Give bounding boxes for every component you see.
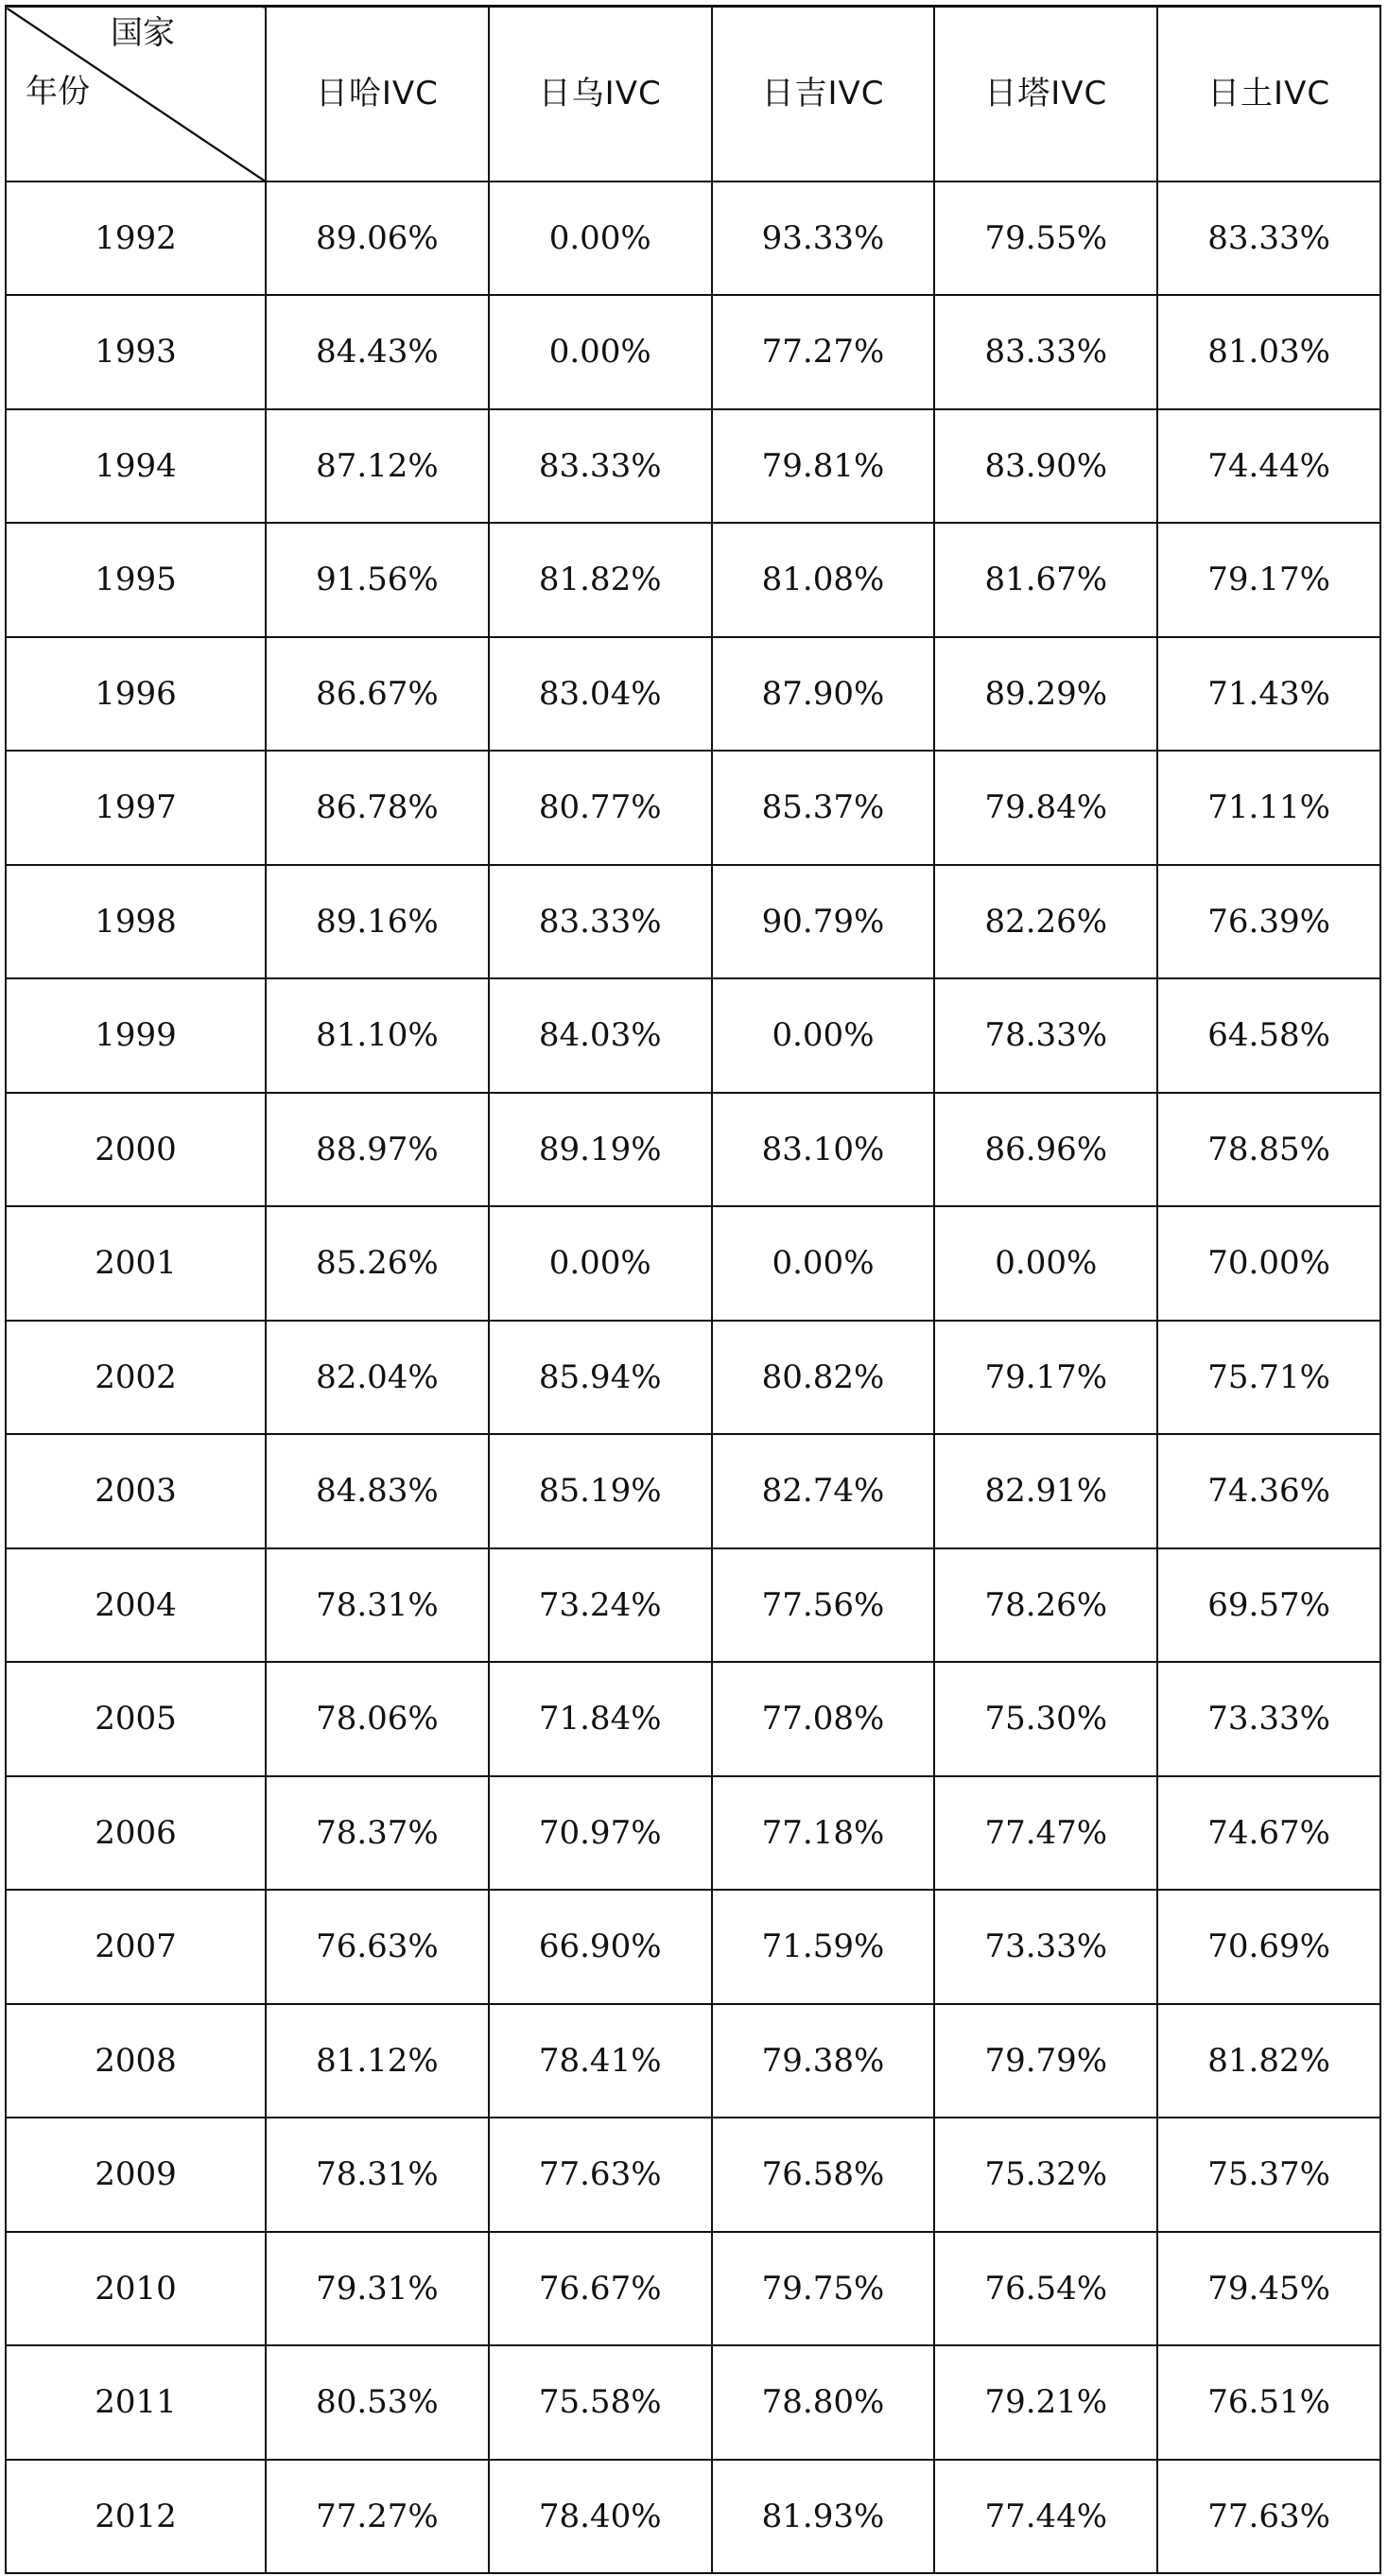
value-cell: 83.90% (934, 409, 1157, 524)
value-cell: 78.40% (489, 2460, 712, 2574)
year-cell: 1997 (6, 751, 266, 865)
value-cell: 78.41% (489, 2004, 712, 2118)
value-cell: 0.00% (489, 182, 712, 296)
table-row (6, 2118, 1380, 2232)
value-cell: 81.82% (1157, 2004, 1380, 2118)
value-cell: 71.43% (1157, 637, 1380, 752)
year-cell: 1996 (6, 637, 266, 752)
value-cell: 76.51% (1157, 2345, 1380, 2460)
value-cell: 70.97% (489, 1776, 712, 1891)
value-cell: 70.69% (1157, 1890, 1380, 2004)
value-cell: 82.91% (934, 1434, 1157, 1548)
ivc-table (5, 5, 1381, 2574)
value-cell: 77.44% (934, 2460, 1157, 2574)
table-header (6, 7, 1380, 182)
value-cell: 81.82% (489, 523, 712, 637)
year-cell: 1992 (6, 182, 266, 296)
value-cell: 76.39% (1157, 865, 1380, 979)
value-cell: 80.53% (266, 2345, 489, 2460)
corner-label-year: 年份 (26, 73, 90, 111)
value-cell: 90.79% (712, 865, 935, 979)
value-cell: 79.79% (934, 2004, 1157, 2118)
value-cell: 77.63% (489, 2118, 712, 2232)
value-cell: 79.31% (266, 2232, 489, 2346)
value-cell: 79.38% (712, 2004, 935, 2118)
value-cell: 77.27% (266, 2460, 489, 2574)
year-cell: 1993 (6, 295, 266, 409)
value-cell: 79.81% (712, 409, 935, 524)
value-cell: 0.00% (712, 1206, 935, 1321)
value-cell: 82.26% (934, 865, 1157, 979)
value-cell: 78.31% (266, 1548, 489, 1663)
value-cell: 83.33% (489, 409, 712, 524)
table-row (6, 1548, 1380, 1663)
value-cell: 0.00% (712, 978, 935, 1093)
value-cell: 85.19% (489, 1434, 712, 1548)
value-cell: 79.84% (934, 751, 1157, 865)
table-row (6, 1093, 1380, 1207)
value-cell: 83.33% (489, 865, 712, 979)
column-header: 日土IVC (1157, 7, 1380, 182)
value-cell: 93.33% (712, 182, 935, 296)
year-cell: 2009 (6, 2118, 266, 2232)
year-cell: 2012 (6, 2460, 266, 2574)
year-cell: 2003 (6, 1434, 266, 1548)
value-cell: 77.08% (712, 1662, 935, 1776)
value-cell: 70.00% (1157, 1206, 1380, 1321)
year-cell: 2000 (6, 1093, 266, 1207)
value-cell: 76.58% (712, 2118, 935, 2232)
value-cell: 80.77% (489, 751, 712, 865)
year-cell: 2006 (6, 1776, 266, 1891)
value-cell: 0.00% (934, 1206, 1157, 1321)
value-cell: 76.54% (934, 2232, 1157, 2346)
value-cell: 78.33% (934, 978, 1157, 1093)
column-header: 日乌IVC (489, 7, 712, 182)
year-cell: 2010 (6, 2232, 266, 2346)
value-cell: 89.16% (266, 865, 489, 979)
value-cell: 85.26% (266, 1206, 489, 1321)
value-cell: 75.32% (934, 2118, 1157, 2232)
value-cell: 83.04% (489, 637, 712, 752)
corner-cell (6, 7, 266, 182)
value-cell: 71.84% (489, 1662, 712, 1776)
value-cell: 87.12% (266, 409, 489, 524)
value-cell: 74.44% (1157, 409, 1380, 524)
value-cell: 71.59% (712, 1890, 935, 2004)
value-cell: 81.03% (1157, 295, 1380, 409)
value-cell: 81.93% (712, 2460, 935, 2574)
value-cell: 64.58% (1157, 978, 1380, 1093)
value-cell: 85.37% (712, 751, 935, 865)
year-cell: 2008 (6, 2004, 266, 2118)
column-header: 日塔IVC (934, 7, 1157, 182)
table-row (6, 295, 1380, 409)
value-cell: 78.26% (934, 1548, 1157, 1663)
value-cell: 84.03% (489, 978, 712, 1093)
year-cell: 2004 (6, 1548, 266, 1663)
value-cell: 75.58% (489, 2345, 712, 2460)
value-cell: 79.45% (1157, 2232, 1380, 2346)
value-cell: 82.04% (266, 1321, 489, 1435)
year-cell: 2005 (6, 1662, 266, 1776)
value-cell: 85.94% (489, 1321, 712, 1435)
value-cell: 79.21% (934, 2345, 1157, 2460)
value-cell: 76.67% (489, 2232, 712, 2346)
value-cell: 80.82% (712, 1321, 935, 1435)
value-cell: 78.37% (266, 1776, 489, 1891)
table-row (6, 637, 1380, 752)
value-cell: 84.83% (266, 1434, 489, 1548)
table-row (6, 2004, 1380, 2118)
table-row (6, 1890, 1380, 2004)
value-cell: 88.97% (266, 1093, 489, 1207)
value-cell: 89.06% (266, 182, 489, 296)
year-cell: 1999 (6, 978, 266, 1093)
value-cell: 77.47% (934, 1776, 1157, 1891)
value-cell: 75.37% (1157, 2118, 1380, 2232)
value-cell: 83.33% (934, 295, 1157, 409)
value-cell: 77.63% (1157, 2460, 1380, 2574)
value-cell: 71.11% (1157, 751, 1380, 865)
value-cell: 79.17% (934, 1321, 1157, 1435)
value-cell: 86.78% (266, 751, 489, 865)
table-row (6, 978, 1380, 1093)
table-body (6, 182, 1380, 2574)
value-cell: 78.06% (266, 1662, 489, 1776)
table-row (6, 523, 1380, 637)
year-cell: 2002 (6, 1321, 266, 1435)
value-cell: 81.08% (712, 523, 935, 637)
value-cell: 79.17% (1157, 523, 1380, 637)
table-row (6, 865, 1380, 979)
table-row (6, 1206, 1380, 1321)
table-row (6, 2232, 1380, 2346)
value-cell: 81.10% (266, 978, 489, 1093)
table-row (6, 1776, 1380, 1891)
value-cell: 86.96% (934, 1093, 1157, 1207)
year-cell: 1995 (6, 523, 266, 637)
table-row (6, 1434, 1380, 1548)
table-row (6, 751, 1380, 865)
table-row (6, 1662, 1380, 1776)
corner-label-country: 国家 (111, 14, 175, 52)
value-cell: 0.00% (489, 1206, 712, 1321)
value-cell: 74.36% (1157, 1434, 1380, 1548)
header-row (6, 7, 1380, 182)
column-header: 日哈IVC (266, 7, 489, 182)
table-row (6, 1321, 1380, 1435)
value-cell: 76.63% (266, 1890, 489, 2004)
value-cell: 83.33% (1157, 182, 1380, 296)
year-cell: 2001 (6, 1206, 266, 1321)
year-cell: 2011 (6, 2345, 266, 2460)
value-cell: 84.43% (266, 295, 489, 409)
value-cell: 73.33% (1157, 1662, 1380, 1776)
value-cell: 82.74% (712, 1434, 935, 1548)
year-cell: 2007 (6, 1890, 266, 2004)
value-cell: 73.24% (489, 1548, 712, 1663)
value-cell: 77.56% (712, 1548, 935, 1663)
value-cell: 66.90% (489, 1890, 712, 2004)
value-cell: 77.27% (712, 295, 935, 409)
value-cell: 91.56% (266, 523, 489, 637)
value-cell: 77.18% (712, 1776, 935, 1891)
table-row (6, 182, 1380, 296)
value-cell: 89.19% (489, 1093, 712, 1207)
table-row (6, 2460, 1380, 2574)
value-cell: 83.10% (712, 1093, 935, 1207)
value-cell: 79.75% (712, 2232, 935, 2346)
value-cell: 81.12% (266, 2004, 489, 2118)
year-cell: 1994 (6, 409, 266, 524)
value-cell: 0.00% (489, 295, 712, 409)
value-cell: 75.71% (1157, 1321, 1380, 1435)
document-page (5, 5, 1379, 2571)
year-cell: 1998 (6, 865, 266, 979)
value-cell: 78.31% (266, 2118, 489, 2232)
value-cell: 75.30% (934, 1662, 1157, 1776)
table-row (6, 2345, 1380, 2460)
value-cell: 79.55% (934, 182, 1157, 296)
value-cell: 74.67% (1157, 1776, 1380, 1891)
value-cell: 89.29% (934, 637, 1157, 752)
column-header: 日吉IVC (712, 7, 935, 182)
value-cell: 78.85% (1157, 1093, 1380, 1207)
value-cell: 81.67% (934, 523, 1157, 637)
value-cell: 87.90% (712, 637, 935, 752)
value-cell: 86.67% (266, 637, 489, 752)
value-cell: 69.57% (1157, 1548, 1380, 1663)
table-row (6, 409, 1380, 524)
value-cell: 78.80% (712, 2345, 935, 2460)
value-cell: 73.33% (934, 1890, 1157, 2004)
